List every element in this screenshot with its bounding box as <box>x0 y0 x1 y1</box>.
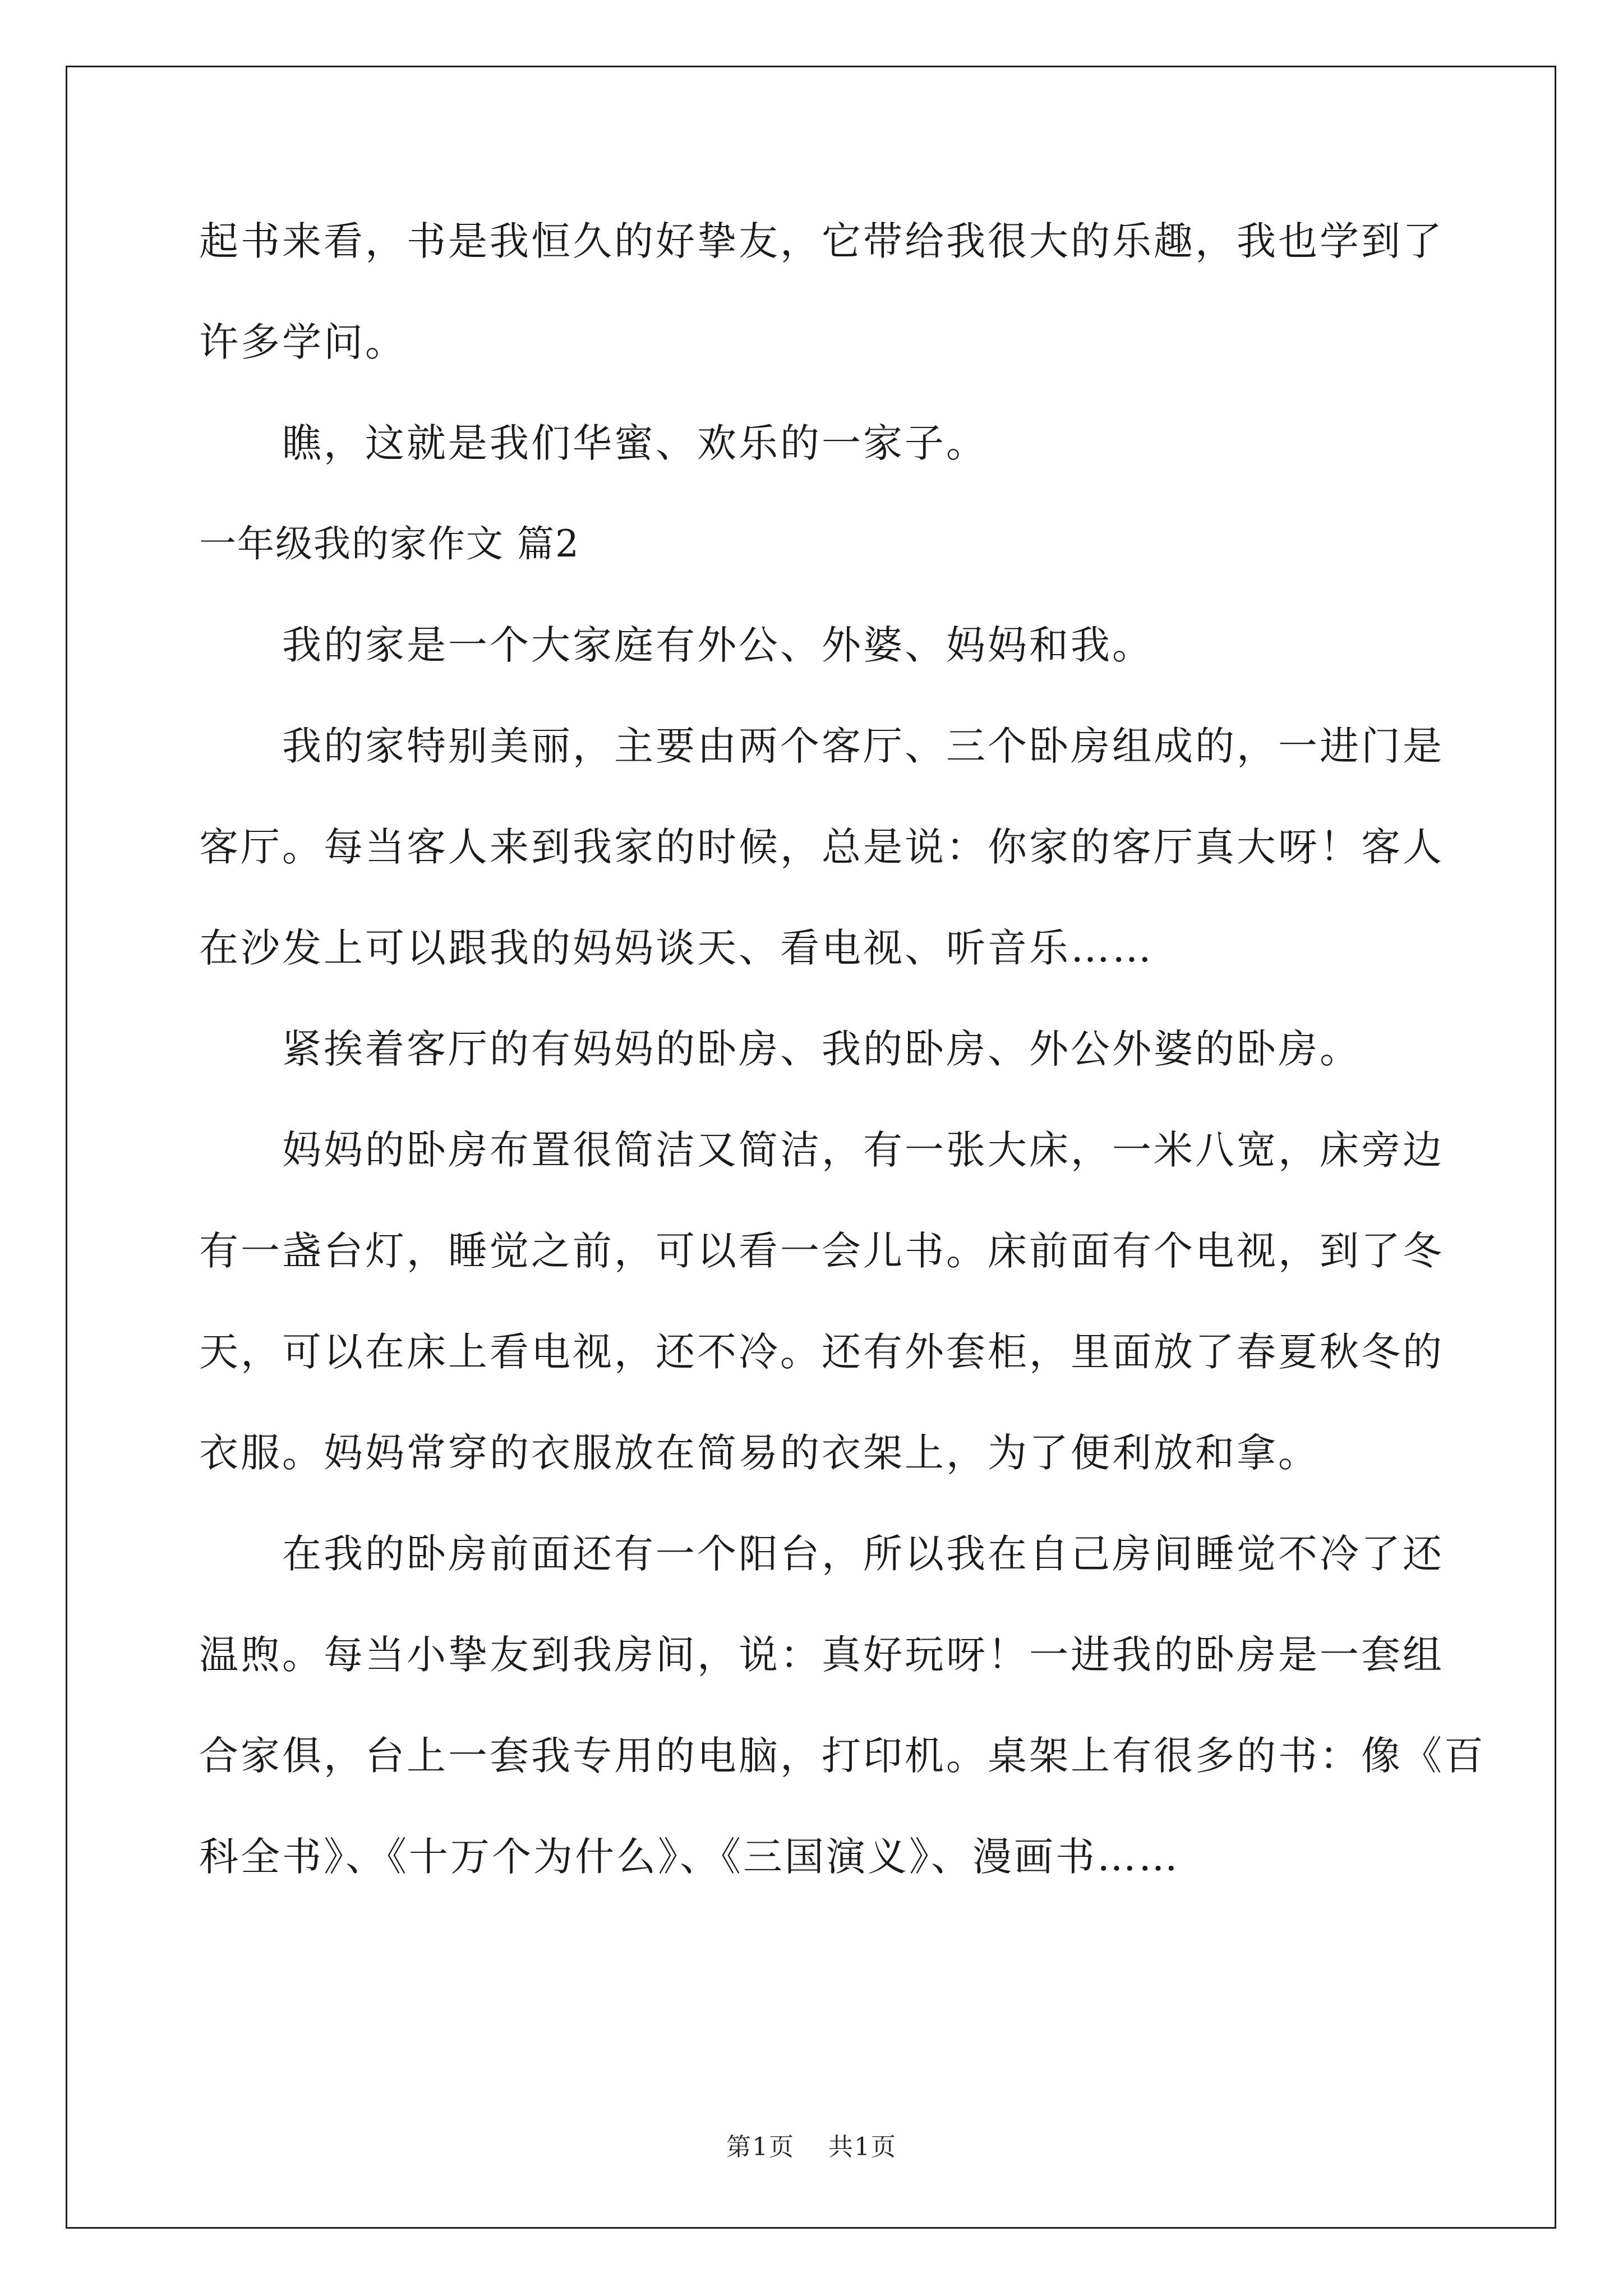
paragraph-line: 瞧，这就是我们华蜜、欢乐的一家子。 <box>282 420 988 466</box>
paragraph-line: 许多学问。 <box>199 319 407 365</box>
paragraph-line: 我的家特别美丽，主要由两个客厅、三个卧房组成的，一进门是 <box>282 723 1444 769</box>
paragraph-line: 紧挨着客厅的有妈妈的卧房、我的卧房、外公外婆的卧房。 <box>282 1026 1361 1072</box>
paragraph-line: 我的家是一个大家庭有外公、外婆、妈妈和我。 <box>282 622 1154 668</box>
paragraph-line: 起书来看，书是我恒久的好挚友，它带给我很大的乐趣，我也学到了 <box>199 218 1444 264</box>
paragraph-line: 科全书》、《十万个为什么》、《三国演义》、漫画书…… <box>199 1834 1180 1880</box>
paragraph-line: 有一盏台灯，睡觉之前，可以看一会儿书。床前面有个电视，到了冬 <box>199 1228 1444 1274</box>
page-number: 第1页 <box>726 2133 795 2161</box>
page-total: 共1页 <box>828 2133 897 2161</box>
page-footer <box>0 2132 1623 2163</box>
paragraph-line: 在沙发上可以跟我的妈妈谈天、看电视、听音乐…… <box>199 925 1154 971</box>
section-heading: 一年级我的家作文 篇2 <box>199 522 580 565</box>
paragraph-line: 客厅。每当客人来到我家的时候，总是说：你家的客厅真大呀！客人 <box>199 824 1444 870</box>
paragraph-line: 衣服。妈妈常穿的衣服放在简易的衣架上，为了便利放和拿。 <box>199 1430 1320 1476</box>
paragraph-line: 天，可以在床上看电视，还不冷。还有外套柜，里面放了春夏秋冬的 <box>199 1329 1444 1375</box>
paragraph-line: 妈妈的卧房布置很简洁又简洁，有一张大床，一米八宽，床旁边 <box>282 1127 1444 1173</box>
paragraph-line: 合家俱，台上一套我专用的电脑，打印机。桌架上有很多的书：像《百 <box>199 1733 1486 1779</box>
paragraph-line: 在我的卧房前面还有一个阳台，所以我在自己房间睡觉不冷了还 <box>282 1531 1444 1577</box>
paragraph-line: 温煦。每当小挚友到我房间，说：真好玩呀！一进我的卧房是一套组 <box>199 1632 1444 1678</box>
